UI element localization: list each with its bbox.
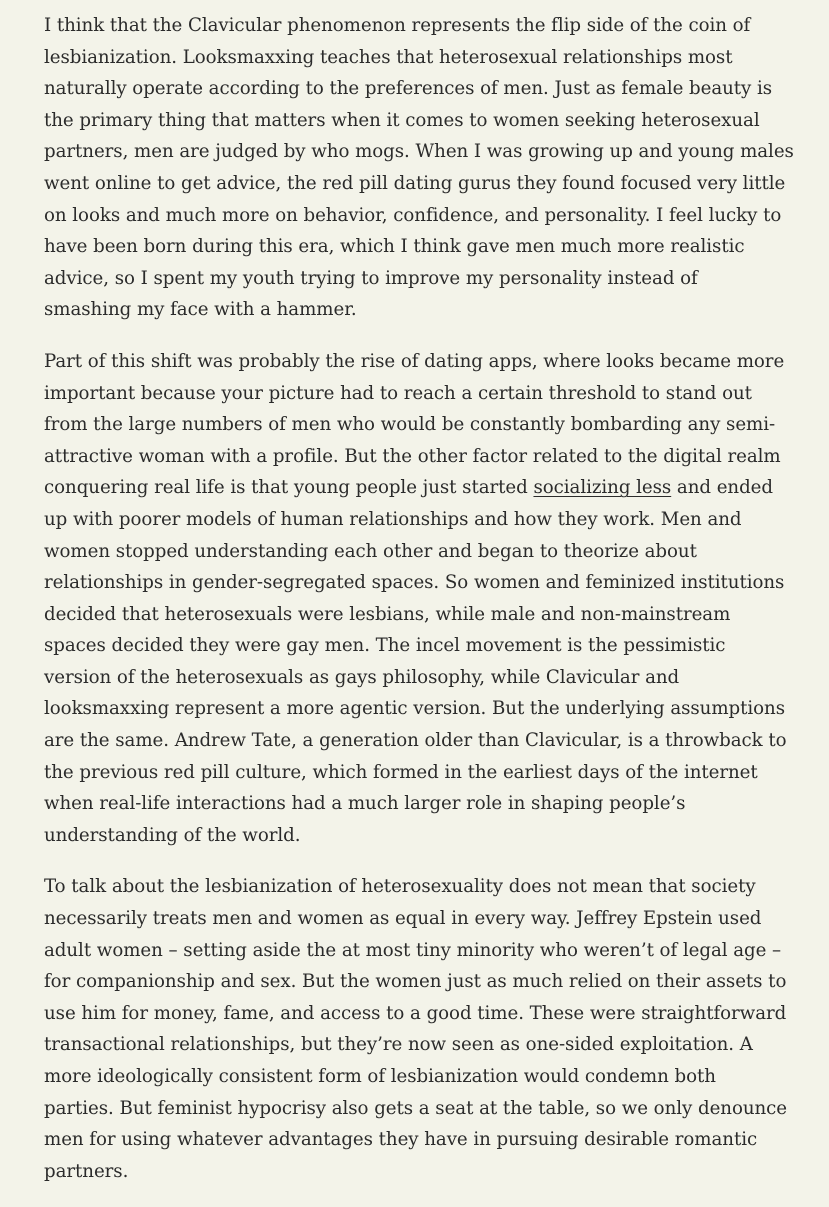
paragraph-dating-apps-text-after: and ended up with poorer models of human relationships and how they work. Men and women stopped understanding each other and began to theorize about relationships in gender-segregated spaces. So women and feminized institutions decided that heterosexuals were lesbians, while male and non-mainstream spaces decided they were gay men. The incel movement is the pessimistic version of the heterosexuals as gays philosophy, while Clavicular and looksmaxxing represent a more agentic version. But the underlying assumptions are the same. Andrew Tate, a generation older than Clavicular, is a throwback to the previous red pill culture, which formed in the earliest days of the internet when real-life interactions had a much larger role in shaping people’s understanding of the world. xyxy=(44,477,787,846)
paragraph-lesbianization-heterosexuality: To talk about the lesbianization of heterosexuality does not mean that society necessarily treats men and women as equal in every way. Jeffrey Epstein used adult women – setting aside the at most tiny minority who weren’t of legal age – for companionship and sex. But the women just as much relied on their assets to use him for money, fame, and access to a good time. These were straightforward transactional relationships, but they’re now seen as one-sided exploitation. A more ideologically consistent form of lesbianization would condemn both parties. But feminist hypocrisy also gets a seat at the table, so we only denounce men for using whatever advantages they have in pursuing desirable romantic partners. xyxy=(44,876,788,1182)
socializing-less-link[interactable]: socializing less xyxy=(533,477,672,499)
article-body xyxy=(44,10,816,1207)
paragraph-dating-apps-text-before: Part of this shift was probably the rise of dating apps, where looks became more important because your picture had to reach a certain threshold to stand out from the large numbers of men who would be constantly bombarding any semi- attractive woman with a profile. But the other factor related to the digital realm conquering real life is that young people just started xyxy=(44,350,785,499)
paragraph-dating-apps xyxy=(44,346,816,852)
paragraph-clavicular-phenomenon: I think that the Clavicular phenomenon represents the flip side of the coin of lesbianization. Looksmaxxing teaches that heterosexual relationships most naturally operate according to the preferences of men. Just as female beauty is the primary thing that matters when it comes to women seeking heterosexual partners, men are judged by who mogs. When I was growing up and young males went online to get advice, the red pill dating gurus they found focused very little on looks and much more on behavior, confidence, and personality. I feel lucky to have been born during this era, which I think gave men much more realistic advice, so I spent my youth trying to improve my personality instead of smashing my face with a hammer. xyxy=(44,15,794,321)
